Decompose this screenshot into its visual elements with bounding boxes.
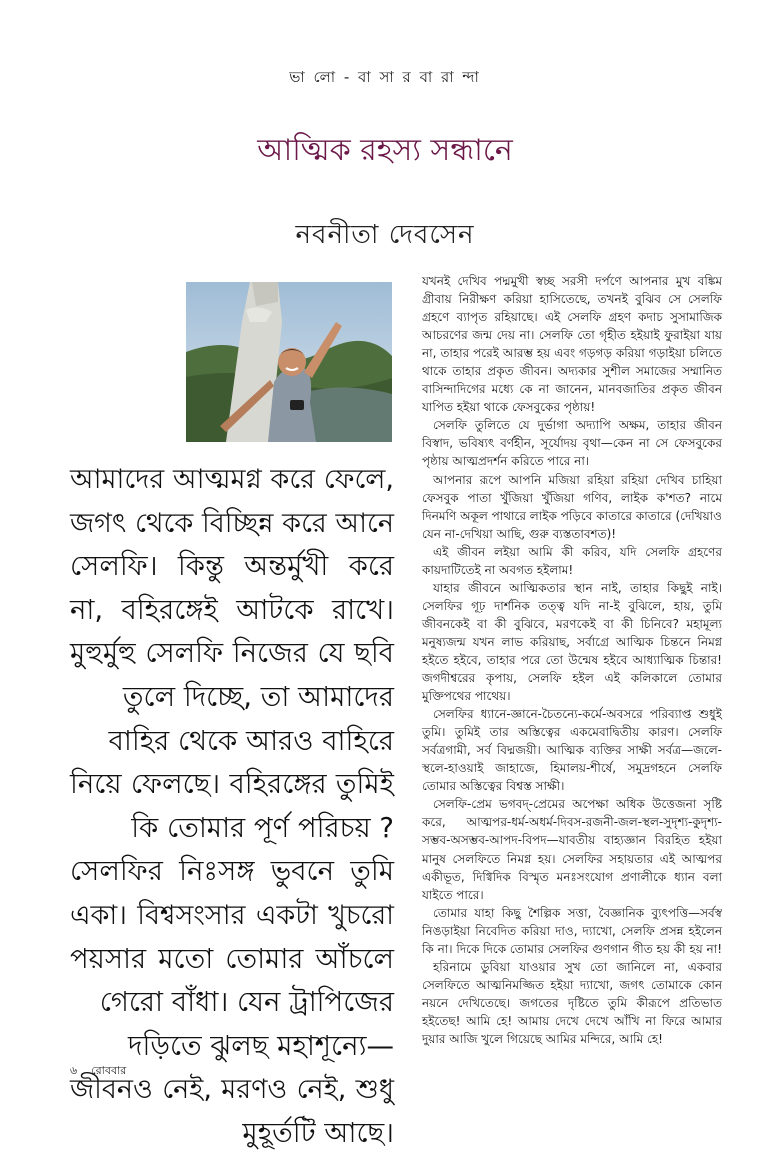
man-face [278, 348, 306, 376]
pull-quote [70, 458, 394, 1156]
selfie-photo [186, 282, 392, 442]
statue-shadow [252, 282, 278, 306]
pull-quote-line: কি তোমার পূর্ণ পরিচয় ? [131, 811, 394, 844]
pull-quote-line: না, বহিরঙ্গেই আটকে রাখে। [70, 593, 394, 626]
body-paragraph: যাহার জীবনে আত্মিকতার স্থান নাই, তাহার কিছুই নাই। সেলফির গূঢ় দার্শনিক তত্ত্ব যদি না-ই বুঝিলে, হায়, তুমি জীবনকেই বা কী বুঝিবে, মরণকেই বা কী চিনিবে? মহামূল্য মনুষ্যজন্ম যখন লাভ করিয়াছ, সর্বাগ্রে আত্মিক চিন্তনে নিমগ্ন হইতে হইবে, তাহার পরে তো উন্মেষ হইবে আধ্যাত্মিক চিন্তার! জগদীশ্বরের কৃপায়, সেলফি হইল এই কলিকালে তোমার মুক্তিপথের পাথেয়। [422, 580, 722, 704]
body-paragraph: তোমার যাহা কিছু শৈল্পিক সত্তা, বৈজ্ঞানিক ব্যুৎপত্তি—সর্বস্ব নিঙড়াইয়া নিবেদিত করিয়া দাও, দ্যাখো, সেলফি প্রসন্ন হইলেন কি না। দিকে দিকে তোমার সেলফির গুণগান গীত হয় কী হয় না! [422, 905, 723, 956]
body-paragraph: আপনার রূপে আপনি মজিয়া রহিয়া রহিয়া দেখিব চাহিয়া ফেসবুক পাতা খুঁজিয়া খুঁজিয়া গণিব, লাইক ক'শত? নামে দিনমণি অকূল পাথারে লাইক পড়িবে কাতারে কাতারে (দেখিয়াও যেন না-দেখিয়া আছি, গুরু ব্যস্ততাবশত)! [422, 472, 722, 541]
pull-quote-line: মুহূর্তটি আছে। [242, 1116, 394, 1149]
pull-quote-line: দড়িতে ঝুলছ মহাশূন্যে— [128, 1029, 394, 1062]
pull-quote-line: সেলফির নিঃসঙ্গ ভুবনে তুমি [70, 855, 394, 888]
section-name: রোববার [91, 1064, 127, 1077]
pull-quote-line: জগৎ থেকে বিচ্ছিন্ন করে আনে [70, 507, 394, 539]
bay [306, 387, 392, 442]
pull-quote-line: জীবনও নেই, মরণও নেই, শুধু [70, 1074, 394, 1106]
pull-quote-line: বাহির থেকে আরও বাহিরে [108, 724, 394, 757]
pull-quote-line: নিয়ে ফেলছে। বহিরঙ্গের তুমিই [70, 768, 394, 801]
page-footer [70, 1062, 126, 1081]
body-paragraph: হরিনামে ডুবিয়া যাওয়ার সুখ তো জানিলে না, একবার সেলফিতে আত্মনিমজ্জিত হইয়া দ্যাখো, জগৎ তোমাকে কোন নয়নে দেখিতেছে। জগতের দৃষ্টিতে তুমি কীরূপে প্রতিভাত হইতেছ! আমি হে! আমায় দেখে দেখে আঁখি না ফিরে আমার দুয়ার আজি খুলে গিয়েছে আমির মন্দিরে, আমি হে! [422, 959, 722, 1046]
pull-quote-line: গেরো বাঁধা। যেন ট্রাপিজের [99, 986, 394, 1019]
pull-quote-line: সেলফি। কিন্তু অন্তর্মুখী করে [70, 550, 394, 583]
selfie-photo-illustration [186, 282, 392, 442]
article-body [422, 272, 722, 1048]
pull-quote-line: পয়সার মতো তোমার আঁচলে [70, 942, 394, 975]
article-title: আত্মিক রহস্য সন্ধানে [257, 133, 513, 168]
page-number: ৬ [70, 1064, 78, 1077]
camera [290, 400, 304, 410]
body-paragraph: সেলফির ধ্যানে-জ্ঞানে-চৈতন্যে-কর্মে-অবসরে পরিব্যাপ্ত শুধুই তুমি। তুমিই তার অস্তিত্বের একমেবাদ্বিতীয় কারণ। সেলফি সর্বত্রগামী, সর্ব বিদ্মজয়ী। আত্মিক ব্যক্তির সাক্ষী সর্বত্র—জলে-স্থলে-হাওয়াই জাহাজে, হিমালয়-শীর্ষে, সমুদ্রগহনে সেলফি তোমার অস্তিত্বের বিশ্বস্ত সাক্ষী। [422, 707, 722, 794]
pull-quote-line: একা। বিশ্বসংসার একটা খুচরো [70, 899, 394, 931]
pull-quote-line: তুলে দিচ্ছে, তা আমাদের [122, 680, 394, 713]
pull-quote-line: মুহুর্মুহু সেলফি নিজের যে ছবি [70, 637, 394, 670]
body-paragraph: এই জীবন লইয়া আমি কী করিব, যদি সেলফি গ্রহণের কায়দাটিতেই না অবগত হইলাম! [422, 544, 722, 577]
body-paragraph: সেলফি তুলিতে যে দুর্ভাগা অদ্যাপি অক্ষম, তাহার জীবন বিস্বাদ, ভবিষ্যৎ বর্ণহীন, সূর্যোদয় বৃথা—কেন না সে ফেসবুকের পৃষ্ঠায় আত্মপ্রদর্শন করিতে পারে না। [422, 418, 722, 469]
body-paragraph: যখনই দেখিব পদ্মমুখী স্বচ্ছ সরসী দর্পণে আপনার মুখ বঙ্কিম গ্রীবায় নিরীক্ষণ করিয়া হাসিতেছে, তখনই বুঝিব সে সেলফি গ্রহণে ব্যাপৃত রহিয়াছে। এই সেলফি গ্রহণ কদাচ সুসামাজিক আচরণের জন্ম দেয় না। সেলফি তো গৃহীত হইয়াই ফুরাইয়া যায় না, তাহার পরেই আরম্ভ হয় এবং গড়গড় করিয়া গড়াইয়া চলিতে থাকে তাহার প্রকৃত জীবন। অদ্যকার সুশীল সমাজের সম্মানিত বাসিন্দাদিগের মধ্যে কে না জানেন, মানবজাতির প্রকৃত জীবন যাপিত হইয়া থাকে ফেসবুকের পৃষ্ঠায়! [422, 274, 722, 415]
column-kicker: ভা লো - বা সা র বা রা ন্দা [289, 68, 481, 86]
author-byline: নবনীতা দেবসেন [295, 220, 475, 250]
pull-quote-line: আমাদের আত্মমগ্ন করে ফেলে, [70, 464, 394, 495]
body-paragraph: সেলফি-প্রেম ভগবদ্-প্রেমের অপেক্ষা অধিক উত্তেজনা সৃষ্টি করে, আত্মপর-ধর্ম-অধর্ম-দিবস-রজনী-জল-স্থল-সুদৃশ্য-কুদৃশ্য-সম্ভব-অসম্ভব-আপদ-বিপদ—যাবতীয় বাহ্যজ্ঞান বিরহিত হইয়া মানুষ সেলফিতে নিমগ্ন হয়। সেলফির সহায়তার এই আত্মপর একীভূত, দিগ্বিদিক বিস্মৃত মনঃসংযোগ প্রণালীকে ধ্যান বলা যাইতে পারে। [422, 797, 722, 902]
